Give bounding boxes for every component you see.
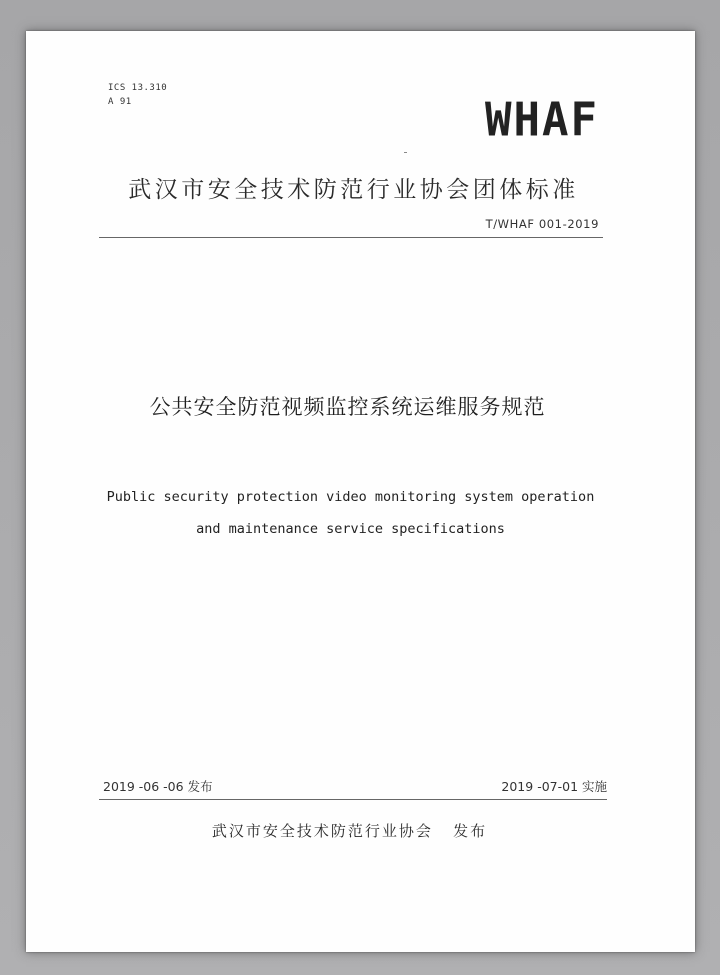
standard-brand-mark: WHAF (485, 93, 599, 148)
classification-codes (108, 81, 167, 109)
scan-speck (404, 152, 407, 153)
title-english-line-2: and maintenance service specifications (196, 521, 505, 537)
title-english-line-1: Public security protection video monitoring system operation (106, 489, 595, 505)
standard-number: T/WHAF 001-2019 (485, 217, 599, 231)
document-title-chinese: 公共安全防范视频监控系统运维服务规范 (149, 395, 546, 419)
release-date: 2019 -06 -06 发布 (103, 779, 213, 794)
top-divider (99, 237, 603, 238)
bottom-divider (99, 799, 607, 800)
document-page (26, 31, 695, 952)
document-title-english (26, 481, 695, 545)
ics-code: ICS 13.310 (108, 83, 168, 93)
organization-standard-title: 武汉市安全技术防范行业协会团体标准 (128, 177, 579, 203)
publisher-line: 武汉市安全技术防范行业协会 发布 (211, 822, 488, 840)
ccs-code: A 91 (108, 97, 132, 107)
implementation-date: 2019 -07-01 实施 (501, 779, 607, 794)
